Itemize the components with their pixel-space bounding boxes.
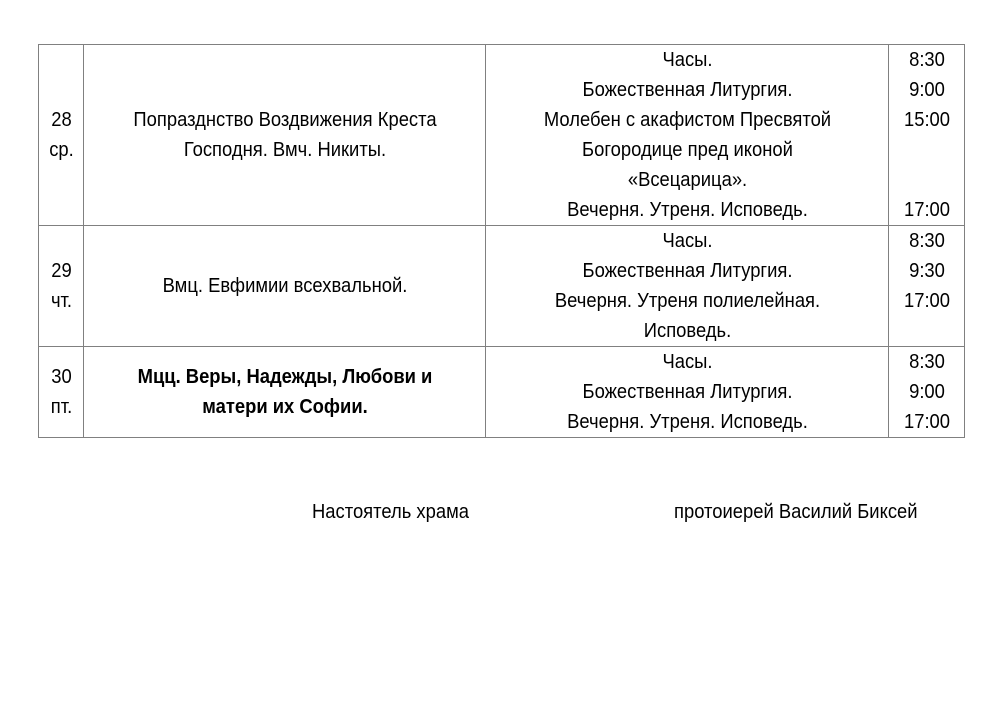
feast-cell — [100, 45, 470, 226]
date-cell — [40, 45, 81, 226]
feast-line: Попразднство Воздвижения Креста — [132, 109, 437, 131]
services-cell — [502, 347, 873, 438]
feast-cell — [100, 347, 470, 438]
date-cell — [40, 347, 81, 438]
table-row — [39, 45, 965, 226]
time-value: 17:00 — [903, 199, 950, 221]
time-value: 9:00 — [908, 79, 945, 101]
feast-line: Господня. Вмч. Никиты. — [183, 139, 386, 161]
service-line: Часы. — [661, 351, 713, 373]
time-value: 8:30 — [908, 351, 945, 373]
rector-name: протоиерей Василий Биксей — [674, 501, 918, 523]
schedule-table — [38, 44, 965, 438]
date-cell — [40, 226, 81, 347]
times-cell — [892, 347, 962, 438]
service-line: Божественная Литургия. — [582, 260, 792, 282]
time-value: 9:30 — [908, 260, 945, 282]
feast-line: матери их Софии. — [201, 396, 368, 418]
day-number: 30 — [50, 366, 72, 388]
time-value: 8:30 — [908, 230, 945, 252]
feast-line: Вмц. Евфимии всехвальной. — [162, 275, 407, 297]
service-line: Вечерня. Утреня. Исповедь. — [566, 199, 808, 221]
service-line: Молебен с акафистом Пресвятой — [543, 109, 831, 131]
service-line: «Всецарица». — [627, 169, 747, 191]
service-line: Божественная Литургия. — [582, 381, 792, 403]
weekday: чт. — [50, 290, 72, 312]
time-value: 17:00 — [903, 290, 950, 312]
service-line: Часы. — [661, 49, 713, 71]
table-row — [39, 347, 965, 438]
times-cell — [892, 226, 962, 347]
day-number: 29 — [50, 260, 72, 282]
time-value: 17:00 — [903, 411, 950, 433]
time-value: 9:00 — [908, 381, 945, 403]
services-cell — [502, 226, 873, 347]
service-line: Вечерня. Утреня. Исповедь. — [566, 411, 808, 433]
time-value: 8:30 — [908, 49, 945, 71]
service-line: Божественная Литургия. — [582, 79, 792, 101]
rector-title: Настоятель храма — [312, 501, 469, 523]
feast-cell — [100, 226, 470, 347]
feast-line: Мцц. Веры, Надежды, Любови и — [137, 366, 432, 388]
times-cell — [892, 45, 962, 226]
time-value: 15:00 — [903, 109, 950, 131]
weekday: ср. — [48, 139, 74, 161]
service-line: Вечерня. Утреня полиелейная. — [554, 290, 820, 312]
weekday: пт. — [50, 396, 72, 418]
service-line: Часы. — [661, 230, 713, 252]
services-cell — [502, 45, 873, 226]
day-number: 28 — [50, 109, 72, 131]
table-row — [39, 226, 965, 347]
service-line: Богородице пред иконой — [581, 139, 793, 161]
service-line: Исповедь. — [643, 320, 731, 342]
